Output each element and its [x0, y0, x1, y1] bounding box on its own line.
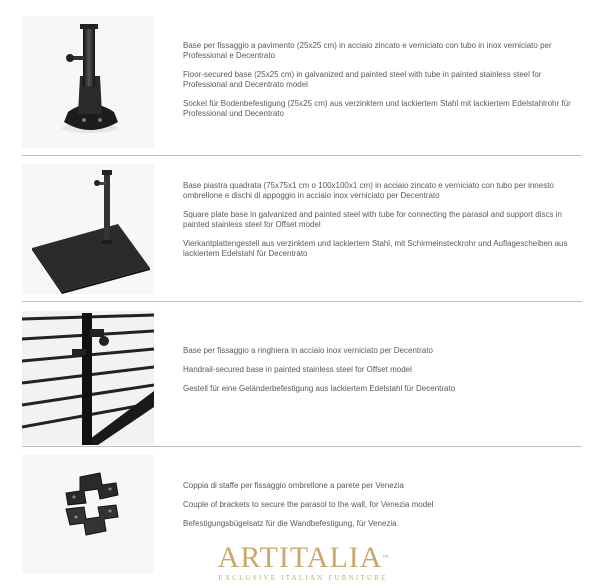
wall-bracket-icon — [22, 455, 154, 573]
description-en: Couple of brackets to secure the parasol to the wall, for Venezia model — [183, 500, 434, 509]
description-de: Sockel für Bodenbefestigung (25x25 cm) aus verzinktem und lackiertem Stahl mit lackiertem Edelstahlrohr für Professional und Decentrato — [183, 99, 571, 118]
brand-name — [198, 543, 408, 573]
square-plate-base-image — [22, 164, 154, 294]
floor-base-icon — [22, 16, 154, 148]
description-it: Coppia di staffe per fissaggio ombrellone a parete per Venezia — [183, 481, 404, 490]
description-de: Befestigungsbügelsatz für die Wandbefestigung, für Venezia — [183, 519, 397, 528]
handrail-base-icon — [22, 311, 154, 445]
brand-name-text: ARTITALIA — [217, 541, 383, 574]
brand-logo — [198, 543, 408, 582]
floor-base-image — [22, 16, 154, 148]
trademark-symbol: ™ — [382, 555, 389, 561]
section-divider — [22, 155, 582, 156]
brand-tagline: EXCLUSIVE ITALIAN FURNITURE — [218, 574, 388, 582]
description-en: Square plate base in galvanized and painted steel with tube for connecting the parasol and support discs in painted stainless steel for Offset model — [183, 210, 562, 229]
description-it: Base per fissaggio a ringhiera in acciaio inox verniciato per Decentrato — [183, 346, 433, 355]
floor-base-description — [183, 41, 578, 128]
wall-bracket-image — [22, 455, 154, 573]
description-de: Vierkantplattengestell aus verzinktem und lackiertem Stahl, mit Schirmeinsteckrohr und Auflagescheiben aus lackiertem Edelstahl für Decentrato — [183, 239, 568, 258]
square-plate-base-description — [183, 181, 578, 268]
handrail-base-description — [183, 346, 578, 403]
description-en: Handrail-secured base in painted stainless steel for Offset model — [183, 365, 412, 374]
description-de: Gestell für eine Geländerbefestigung aus lackiertem Edelstahl für Decentrato — [183, 384, 456, 393]
handrail-base-image — [22, 311, 154, 445]
description-it: Base per fissaggio a pavimento (25x25 cm) in acciaio zincato e verniciato con tubo in inox verniciato per Professional e Decentrato — [183, 41, 552, 60]
description-en: Floor-secured base (25x25 cm) in galvanized and painted steel with tube in painted stainless steel for Professional and Decentrato model — [183, 70, 542, 89]
square-plate-base-icon — [22, 164, 154, 294]
description-it: Base piastra quadrata (75x75x1 cm o 100x100x1 cm) in acciaio zincato e verniciato con tubo per innesto ombrellone e dischi di appoggio in acciaio inox verniciato per Decentrato — [183, 181, 554, 200]
wall-bracket-description — [183, 481, 578, 538]
section-divider — [22, 301, 582, 302]
section-divider — [22, 446, 582, 447]
